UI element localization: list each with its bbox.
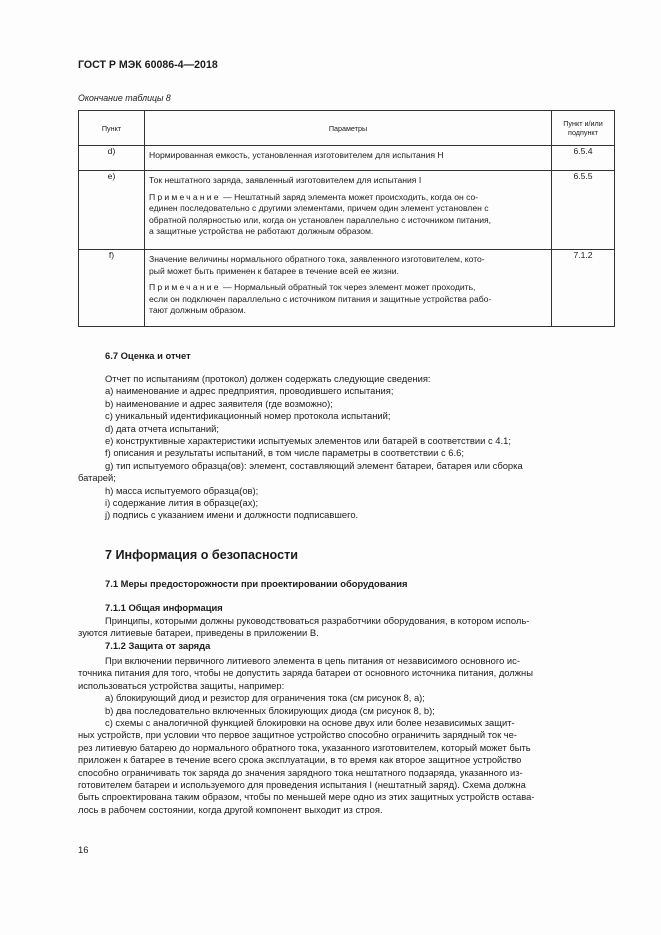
column-header-item: Пункт [79, 111, 145, 146]
text-line: способно ограничивать ток заряда до значения зарядного тока нештатного подзаряда, указанного из- [78, 766, 523, 778]
note-line: тают должным образом. [149, 305, 246, 316]
note-line: Примечание — Нормальный обратный ток через элемент может проходить, [149, 282, 476, 293]
page-number: 16 [78, 844, 89, 855]
text-line: зуются литиевые батареи, приведены в приложении B. [78, 627, 319, 639]
row-params [145, 171, 552, 250]
row-item: e) [79, 171, 145, 250]
section-7-1-heading: 7.1 Меры предосторожности при проектировании оборудования [105, 578, 408, 589]
table-header-row [79, 111, 615, 146]
note-line: обратной полярностью или, когда он установлен параллельно с источником питания, [149, 214, 492, 225]
row-item: f) [79, 250, 145, 327]
section-7-1-1-heading: 7.1.1 Общая информация [105, 602, 223, 613]
text-line: готовителем батареи и используемого для проведения испытания I (нештатный заряд). Схема должна [78, 779, 526, 791]
row-note [149, 192, 547, 238]
text-line: Отчет по испытаниям (протокол) должен содержать следующие сведения: [105, 373, 431, 384]
list-item: b) наименование и адрес заявителя (где возможно); [105, 397, 333, 409]
row-params [145, 250, 552, 327]
text-line: использоваться устройства защиты, например: [78, 679, 285, 691]
note-label: Примечание [149, 282, 221, 293]
column-header-clause: Пункт и/или подпункт [552, 111, 615, 146]
list-item: j) подпись с указанием имени и должности подписавшего. [105, 509, 359, 521]
section-7-1-2-body [78, 655, 615, 816]
row-clause: 7.1.2 [552, 250, 615, 327]
row-params [145, 146, 552, 171]
text-line: быть спроектирована таким образом, чтобы по меньшей мере одно из этих защитных устройств остава- [78, 791, 535, 803]
section-6-7-body [78, 373, 615, 522]
row-clause: 6.5.5 [552, 171, 615, 250]
row-text: Ток нештатного заряда, заявленный изготовителем для испытания I [149, 175, 422, 185]
list-item: h) масса испытуемого образца(ов); [105, 484, 259, 496]
row-clause: 6.5.4 [552, 146, 615, 171]
list-item: a) наименование и адрес предприятия, проводившего испытания; [105, 385, 394, 397]
parameters-table [78, 110, 615, 327]
list-item: f) описания и результаты испытаний, в том числе параметры в соответствии с 6.6; [105, 447, 464, 459]
text-line: лось в рабочем состоянии, когда другой компонент выходит из строя. [78, 803, 383, 815]
section-6-7-heading: 6.7 Оценка и отчет [105, 350, 191, 361]
list-item: g) тип испытуемого образца(ов): элемент, составляющий элемент батареи, батарея или сборка [105, 459, 523, 471]
list-item: b) два последовательно включенных блокирующих диода (см рисунок 8, b); [105, 704, 435, 716]
row-item: d) [79, 146, 145, 171]
table-row [79, 171, 615, 250]
note-line: единен последовательно с другими элементами, причем один элемент установлен с [149, 203, 489, 214]
text-line: рез литиевую батарею до нормального обратного тока, указанного изготовителем, который может быть [78, 741, 531, 753]
row-note [149, 282, 547, 317]
list-item: c) схемы с аналогичной функцией блокировки на основе двух или более независимых защит- [105, 717, 515, 729]
text-line: При включении первичного литиевого элемента в цепь питания от независимого основного ис- [105, 655, 520, 666]
list-item: e) конструктивные характеристики испытуемых элементов или батарей в соответствии с 4.1; [105, 435, 511, 447]
list-item: c) уникальный идентификационный номер протокола испытаний; [105, 410, 391, 422]
section-7-1-2-heading: 7.1.2 Защита от заряда [105, 640, 211, 651]
note-line: Примечание — Нештатный заряд элемента может происходить, когда он со- [149, 191, 479, 202]
section-7-1-1-body [78, 615, 615, 640]
section-7-heading: 7 Информация о безопасности [105, 548, 298, 562]
row-text: Значение величины нормального обратного тока, заявленного изготовителем, кото- рый может быть применен к батарее в течение всей ее жизни. [149, 254, 485, 276]
column-header-params: Параметры [145, 111, 552, 146]
standard-title: ГОСТ Р МЭК 60086-4—2018 [78, 59, 218, 71]
table-row [79, 146, 615, 171]
text-line: Принципы, которыми должны руководствоваться разработчики оборудования, в котором исполь- [105, 615, 530, 626]
note-line: если он подключен параллельно с источником питания и защитные устройства рабо- [149, 293, 492, 304]
text-line: приложен к батарее в течение всего срока эксплуатации, в то время как второе защитное устройство [78, 754, 522, 766]
note-label: Примечание [149, 191, 221, 202]
row-text: Нормированная емкость, установленная изготовителем для испытания H [149, 150, 444, 160]
list-item: d) дата отчета испытаний; [105, 422, 219, 434]
note-line: а защитные устройства не работают должным образом. [149, 226, 374, 237]
text-line: ных устройств, при условии что первое защитное устройство способно ограничить зарядный ток че- [78, 729, 518, 741]
list-item: a) блокирующий диод и резистор для ограничения тока (см рисунок 8, a); [105, 692, 425, 704]
table-caption: Окончание таблицы 8 [78, 93, 171, 103]
text-line: точника питания для того, чтобы не допустить заряда батареи от основного источника питания, должны [78, 667, 533, 679]
list-item: i) содержание лития в образце(ах); [105, 497, 259, 509]
list-item-continuation: батарей; [78, 472, 116, 484]
table-row [79, 250, 615, 327]
